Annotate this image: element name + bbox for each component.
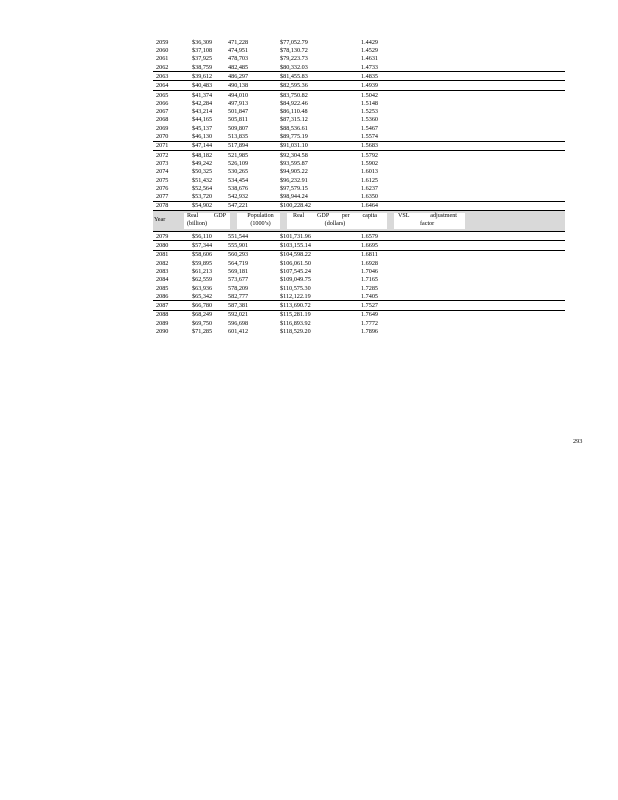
cell-gdp-per-capita: $83,750.82 [280, 91, 308, 99]
table-row [153, 301, 565, 310]
cell-vsl-factor: 1.6695 [361, 242, 379, 250]
cell-real-gdp: $71,285 [192, 328, 213, 335]
cell-year: 2072 [156, 151, 169, 159]
table-row [153, 38, 565, 46]
cell-population: 490,138 [228, 82, 249, 90]
cell-vsl-factor: 1.7405 [361, 292, 379, 300]
table-body-upper [153, 38, 565, 211]
cell-vsl-factor: 1.4835 [361, 72, 379, 80]
cell-vsl-factor: 1.5042 [361, 91, 379, 99]
cell-vsl-factor: 1.6013 [361, 168, 379, 176]
table-row [153, 267, 565, 275]
cell-real-gdp: $69,750 [192, 319, 213, 327]
cell-population: 542,932 [228, 193, 249, 201]
cell-gdp-per-capita: $86,110.48 [280, 108, 308, 116]
cell-population: 569,181 [228, 267, 249, 275]
header-real-gdp [184, 213, 230, 229]
cell-population: 601,412 [228, 328, 249, 335]
cell-real-gdp: $38,759 [192, 63, 213, 71]
cell-real-gdp: $43,214 [192, 108, 213, 116]
cell-vsl-factor: 1.5148 [361, 99, 379, 107]
cell-gdp-per-capita: $101,731.96 [280, 232, 311, 240]
cell-population: 517,894 [228, 142, 249, 150]
cell-real-gdp: $40,483 [192, 82, 213, 90]
table-row [153, 176, 565, 184]
header-gdp-per-capita-unit: (dollars) [324, 220, 346, 227]
cell-real-gdp: $52,564 [192, 184, 213, 192]
cell-gdp-per-capita: $92,304.58 [280, 151, 308, 159]
cell-real-gdp: $56,110 [192, 232, 212, 240]
cell-population: 513,835 [228, 133, 249, 141]
table-row [153, 99, 565, 107]
cell-year: 2089 [156, 319, 169, 327]
cell-gdp-per-capita: $78,130.72 [280, 47, 308, 55]
header-gdp-per-capita [287, 213, 387, 229]
cell-year: 2062 [156, 63, 169, 71]
cell-population: 482,485 [228, 63, 249, 71]
cell-gdp-per-capita: $110,575.30 [280, 284, 311, 292]
cell-gdp-per-capita: $94,905.22 [280, 168, 308, 176]
cell-gdp-per-capita: $112,122.19 [280, 292, 311, 300]
cell-real-gdp: $51,432 [192, 176, 213, 184]
table-row [153, 327, 565, 335]
table-row [153, 132, 565, 141]
cell-vsl-factor: 1.5360 [361, 116, 379, 124]
cell-real-gdp: $66,780 [192, 302, 213, 310]
cell-year: 2073 [156, 159, 169, 167]
cell-population: 547,221 [228, 202, 249, 210]
cell-real-gdp: $54,902 [192, 202, 213, 210]
cell-real-gdp: $49,242 [192, 159, 213, 167]
table-row [153, 55, 565, 63]
cell-population: 526,109 [228, 159, 249, 167]
cell-gdp-per-capita: $82,595.36 [280, 82, 308, 90]
cell-year: 2064 [156, 82, 169, 90]
cell-vsl-factor: 1.7046 [361, 267, 379, 275]
page-number: 293 [573, 438, 583, 445]
cell-gdp-per-capita: $103,155.14 [280, 242, 311, 250]
cell-year: 2065 [156, 91, 169, 99]
cell-year: 2076 [156, 184, 169, 192]
header-vsl-factor-label-2: factor [420, 220, 435, 227]
cell-vsl-factor: 1.5683 [361, 142, 379, 150]
cell-gdp-per-capita: $81,455.83 [280, 72, 308, 80]
cell-gdp-per-capita: $89,775.19 [280, 133, 308, 141]
cell-population: 582,777 [228, 292, 249, 300]
cell-vsl-factor: 1.7649 [361, 311, 379, 319]
cell-vsl-factor: 1.6464 [361, 202, 379, 210]
cell-real-gdp: $39,612 [192, 72, 213, 80]
cell-gdp-per-capita: $87,315.12 [280, 116, 308, 124]
cell-gdp-per-capita: $118,529.20 [280, 328, 311, 335]
cell-population: 538,676 [228, 184, 249, 192]
cell-year: 2086 [156, 292, 169, 300]
cell-population: 497,913 [228, 99, 249, 107]
cell-vsl-factor: 1.6125 [361, 176, 379, 184]
cell-real-gdp: $65,342 [192, 292, 213, 300]
cell-real-gdp: $57,344 [192, 242, 213, 250]
cell-gdp-per-capita: $91,031.10 [280, 142, 308, 150]
cell-gdp-per-capita: $98,944.24 [280, 193, 308, 201]
cell-real-gdp: $46,130 [192, 133, 213, 141]
cell-vsl-factor: 1.6350 [361, 193, 379, 201]
cell-gdp-per-capita: $116,893.92 [280, 319, 311, 327]
table-row [153, 116, 565, 124]
cell-year: 2084 [156, 276, 169, 284]
table-row [153, 107, 565, 115]
table-row [153, 259, 565, 267]
cell-vsl-factor: 1.4529 [361, 47, 379, 55]
cell-real-gdp: $61,213 [192, 267, 213, 275]
table-row [153, 241, 565, 250]
header-population-label: Population [247, 212, 274, 219]
cell-gdp-per-capita: $97,579.15 [280, 184, 308, 192]
cell-real-gdp: $50,325 [192, 168, 213, 176]
cell-population: 551,544 [228, 232, 249, 240]
cell-year: 2087 [156, 302, 169, 310]
cell-real-gdp: $62,559 [192, 276, 213, 284]
cell-gdp-per-capita: $115,281.19 [280, 311, 311, 319]
cell-vsl-factor: 1.7896 [361, 328, 379, 335]
cell-year: 2082 [156, 259, 169, 267]
table-row [153, 275, 565, 283]
cell-year: 2075 [156, 176, 169, 184]
cell-vsl-factor: 1.7772 [361, 319, 379, 327]
cell-gdp-per-capita: $107,545.24 [280, 267, 311, 275]
table-row [153, 184, 565, 192]
cell-year: 2078 [156, 202, 169, 210]
cell-gdp-per-capita: $104,598.22 [280, 251, 311, 259]
cell-year: 2066 [156, 99, 169, 107]
cell-vsl-factor: 1.4733 [361, 63, 379, 71]
header-population [237, 213, 280, 229]
cell-year: 2074 [156, 168, 169, 176]
table-row [153, 251, 565, 259]
cell-real-gdp: $37,108 [192, 47, 213, 55]
cell-year: 2079 [156, 232, 169, 240]
cell-population: 578,209 [228, 284, 249, 292]
cell-gdp-per-capita: $80,332.03 [280, 63, 308, 71]
cell-gdp-per-capita: $109,049.75 [280, 276, 311, 284]
cell-population: 587,381 [228, 302, 249, 310]
table-row [153, 311, 565, 319]
table-row [153, 124, 565, 132]
table-row [153, 91, 565, 99]
cell-vsl-factor: 1.6579 [361, 232, 379, 240]
table-row [153, 319, 565, 327]
cell-year: 2068 [156, 116, 169, 124]
cell-vsl-factor: 1.4939 [361, 82, 379, 90]
cell-year: 2069 [156, 124, 169, 132]
vsl-adjustment-table [153, 38, 565, 336]
table-row [153, 192, 565, 201]
cell-year: 2059 [156, 38, 169, 46]
cell-gdp-per-capita: $84,922.46 [280, 99, 308, 107]
cell-vsl-factor: 1.4631 [361, 55, 379, 63]
cell-vsl-factor: 1.5574 [361, 133, 379, 141]
cell-real-gdp: $45,137 [192, 124, 213, 132]
cell-real-gdp: $36,309 [192, 38, 213, 46]
cell-population: 521,985 [228, 151, 249, 159]
cell-gdp-per-capita: $77,052.79 [280, 38, 308, 46]
table-row [153, 46, 565, 54]
header-vsl-factor-label: VSL adjustment [398, 212, 457, 219]
table-row [153, 142, 565, 151]
cell-year: 2070 [156, 133, 169, 141]
cell-real-gdp: $41,374 [192, 91, 213, 99]
cell-vsl-factor: 1.5792 [361, 151, 379, 159]
table-row [153, 81, 565, 90]
cell-population: 534,454 [228, 176, 249, 184]
cell-vsl-factor: 1.7527 [361, 302, 379, 310]
cell-real-gdp: $58,606 [192, 251, 213, 259]
cell-year: 2081 [156, 251, 169, 259]
cell-year: 2060 [156, 47, 169, 55]
cell-year: 2083 [156, 267, 169, 275]
cell-gdp-per-capita: $88,536.61 [280, 124, 308, 132]
cell-vsl-factor: 1.6811 [361, 251, 378, 259]
cell-year: 2077 [156, 193, 169, 201]
cell-real-gdp: $59,895 [192, 259, 213, 267]
table-row [153, 167, 565, 175]
cell-vsl-factor: 1.6928 [361, 259, 379, 267]
cell-population: 486,297 [228, 72, 249, 80]
cell-year: 2080 [156, 242, 169, 250]
header-vsl-factor [394, 213, 465, 229]
cell-vsl-factor: 1.5902 [361, 159, 379, 167]
cell-year: 2085 [156, 284, 169, 292]
cell-population: 596,698 [228, 319, 249, 327]
cell-year: 2090 [156, 328, 169, 335]
cell-vsl-factor: 1.7285 [361, 284, 379, 292]
cell-real-gdp: $48,182 [192, 151, 213, 159]
cell-year: 2067 [156, 108, 169, 116]
cell-real-gdp: $63,936 [192, 284, 213, 292]
table-row [153, 72, 565, 81]
cell-vsl-factor: 1.7165 [361, 276, 379, 284]
cell-population: 509,807 [228, 124, 249, 132]
cell-vsl-factor: 1.5467 [361, 124, 379, 132]
cell-population: 564,719 [228, 259, 249, 267]
cell-real-gdp: $68,249 [192, 311, 213, 319]
table-row [153, 151, 565, 159]
cell-population: 478,703 [228, 55, 249, 63]
cell-population: 494,010 [228, 91, 249, 99]
cell-year: 2061 [156, 55, 169, 63]
cell-real-gdp: $53,720 [192, 193, 213, 201]
table-row [153, 202, 565, 211]
cell-real-gdp: $47,144 [192, 142, 213, 150]
cell-population: 573,677 [228, 276, 249, 284]
table-body-lower [153, 232, 565, 336]
cell-gdp-per-capita: $96,232.91 [280, 176, 308, 184]
cell-population: 555,901 [228, 242, 249, 250]
header-year-label: Year [154, 216, 166, 223]
header-real-gdp-unit: (billion) [187, 220, 207, 227]
table-row [153, 292, 565, 301]
cell-year: 2088 [156, 311, 169, 319]
cell-gdp-per-capita: $100,228.42 [280, 202, 311, 210]
cell-real-gdp: $37,925 [192, 55, 213, 63]
cell-gdp-per-capita: $113,690.72 [280, 302, 311, 310]
cell-real-gdp: $44,165 [192, 116, 213, 124]
cell-population: 560,293 [228, 251, 249, 259]
cell-gdp-per-capita: $93,595.87 [280, 159, 308, 167]
table-header [153, 211, 565, 232]
cell-population: 592,021 [228, 311, 249, 319]
cell-population: 505,811 [228, 116, 248, 124]
table-row [153, 284, 565, 292]
cell-population: 474,951 [228, 47, 249, 55]
cell-vsl-factor: 1.4429 [361, 38, 379, 46]
cell-population: 501,847 [228, 108, 249, 116]
cell-year: 2063 [156, 72, 169, 80]
cell-vsl-factor: 1.5253 [361, 108, 379, 116]
table-row [153, 159, 565, 167]
header-gdp-per-capita-label: Real GDP per capita [293, 212, 377, 219]
cell-real-gdp: $42,284 [192, 99, 213, 107]
cell-vsl-factor: 1.6237 [361, 184, 379, 192]
header-population-unit: (1000’s) [250, 220, 271, 227]
cell-gdp-per-capita: $106,061.50 [280, 259, 311, 267]
header-year [153, 213, 177, 229]
cell-gdp-per-capita: $79,223.73 [280, 55, 308, 63]
header-real-gdp-label: Real GDP [187, 212, 226, 219]
cell-population: 530,265 [228, 168, 249, 176]
table-row [153, 232, 565, 241]
cell-year: 2071 [156, 142, 169, 150]
table-row [153, 63, 565, 72]
cell-population: 471,228 [228, 38, 249, 46]
